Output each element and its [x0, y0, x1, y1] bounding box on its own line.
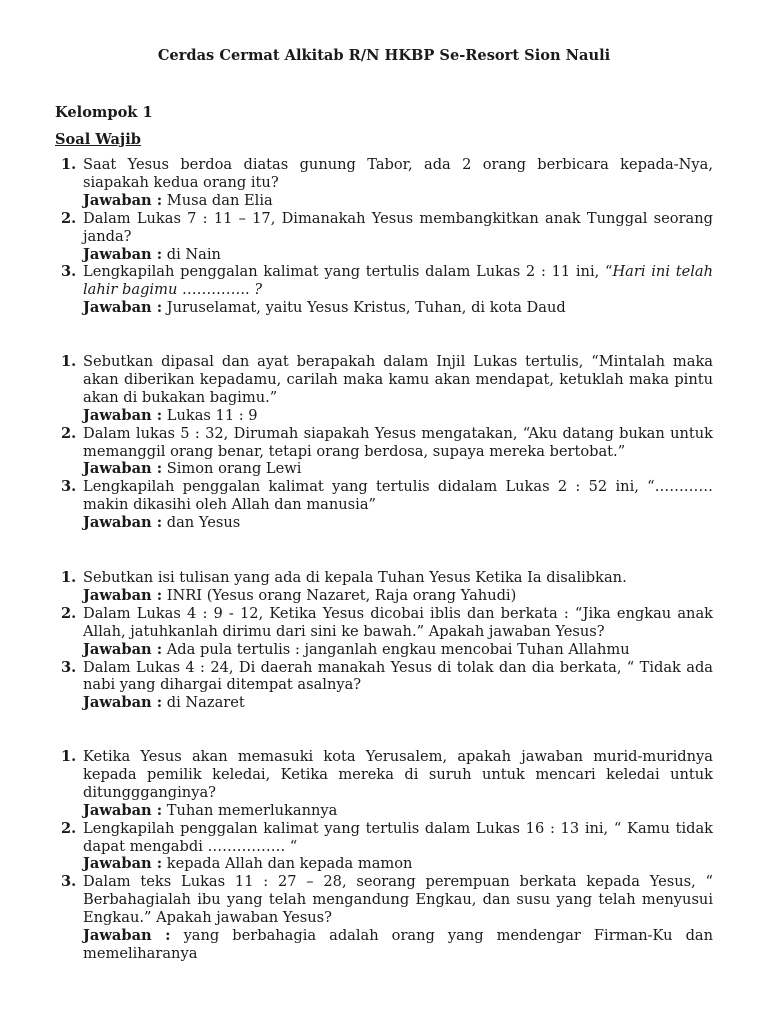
question-item [55, 263, 713, 317]
question-item [55, 425, 713, 479]
answer-label: Jawaban : [83, 299, 163, 317]
answer-label: Jawaban : [83, 191, 163, 209]
answer-label: Jawaban : [83, 927, 171, 945]
question-number: 3. [61, 873, 77, 891]
question-block-2 [55, 353, 713, 532]
answer-line [83, 192, 713, 210]
answer-line [83, 460, 713, 478]
answer-label: Jawaban : [83, 694, 163, 712]
question-number: 1. [61, 156, 77, 173]
question-item [55, 569, 713, 605]
answer-line [83, 802, 713, 820]
question-italic-text: Hari ini telah lahir bagimu ………….. [83, 263, 713, 299]
answer-text: Simon orang Lewi [166, 460, 302, 478]
answer-line [83, 299, 713, 317]
question-block-4 [55, 748, 713, 963]
answer-line [83, 641, 713, 659]
question-text: Dalam lukas 5 : 32, Dirumah siapakah Yesus mengatakan, “Aku datang bukan untuk memanggil orang benar, tetapi orang berdosa, supaya mereka bertobat.” [83, 424, 713, 460]
answer-label: Jawaban : [83, 586, 163, 604]
answer-label: Jawaban : [83, 801, 163, 819]
document-title: Cerdas Cermat Alkitab R/N HKBP Se-Resort Sion Nauli [157, 47, 611, 64]
question-number: 2. [61, 819, 77, 837]
answer-line [83, 587, 713, 605]
question-number: 3. [61, 478, 77, 496]
question-text: Ketika Yesus akan memasuki kota Yerusalem, apakah jawaban murid-muridnya kepada pemilik keledai, Ketika mereka di suruh untuk mencari keledai untuk ditunggganginya? [83, 748, 713, 801]
question-text: Dalam Lukas 4 : 24, Di daerah manakah Yesus di tolak dan dia berkata, “ Tidak ada nabi yang dihargai ditempat asalnya? [83, 658, 713, 694]
answer-label: Jawaban : [83, 514, 163, 532]
question-item [55, 353, 713, 425]
answer-text: Lukas 11 : 9 [166, 406, 258, 424]
question-number: 3. [61, 658, 77, 676]
question-text: Sebutkan isi tulisan yang ada di kepala Tuhan Yesus Ketika Ia disalibkan. [83, 569, 627, 586]
question-text: Dalam teks Lukas 11 : 27 – 28, seorang perempuan berkata kepada Yesus, “ Berbahagialah ibu yang telah mengandung Engkau, dan susu yang telah menyusui Engkau.” Apakah jawaban Yesus? [83, 873, 713, 927]
question-item [55, 748, 713, 820]
answer-text: INRI (Yesus orang Nazaret, Raja orang Yahudi) [166, 586, 517, 604]
answer-label: Jawaban : [83, 460, 163, 478]
answer-line [83, 246, 713, 264]
answer-line [83, 694, 713, 712]
question-number: 1. [61, 748, 77, 765]
answer-text: Ada pula tertulis : janganlah engkau mencobai Tuhan Allahmu [166, 640, 630, 658]
question-number: 2. [61, 424, 77, 442]
question-text: Dalam Lukas 4 : 9 - 12, Ketika Yesus dicobai iblis dan berkata : “Jika engkau anak Allah, jatuhkanlah dirimu dari sini ke bawah.” Apakah jawaban Yesus? [83, 604, 713, 640]
answer-label: Jawaban : [83, 406, 163, 424]
question-item [55, 820, 713, 874]
question-item [55, 156, 713, 210]
answer-label: Jawaban : [83, 245, 163, 263]
question-text: Lengkapilah penggalan kalimat yang tertulis dalam Lukas 2 : 11 ini, “Hari ini telah lahir bagimu ………….. ? [83, 263, 713, 299]
answer-text: yang berbahagia adalah orang yang mendengar Firman-Ku dan memeliharanya [83, 927, 714, 962]
question-text: Lengkapilah penggalan kalimat yang tertulis didalam Lukas 2 : 52 ini, “………… makin dikasihi oleh Allah dan manusia” [83, 478, 713, 514]
answer-line [83, 927, 713, 963]
question-item [55, 605, 713, 659]
answer-label: Jawaban : [83, 855, 163, 873]
answer-text: Musa dan Elia [166, 191, 273, 209]
question-number: 2. [61, 209, 77, 227]
question-text: Dalam Lukas 7 : 11 – 17, Dimanakah Yesus membangkitkan anak Tunggal seorang janda? [83, 209, 713, 245]
question-block-1 [55, 156, 713, 317]
answer-line [83, 407, 713, 425]
group-label: Kelompok 1 [55, 104, 153, 121]
answer-text: Tuhan memerlukannya [166, 801, 338, 819]
question-number: 1. [61, 569, 77, 586]
question-text: Saat Yesus berdoa diatas gunung Tabor, ada 2 orang berbicara kepada-Nya, siapakah kedua orang itu? [83, 156, 713, 191]
question-text: Lengkapilah penggalan kalimat yang tertulis dalam Lukas 16 : 13 ini, “ Kamu tidak dapat mengabdi ……………. “ [83, 819, 713, 855]
answer-text: di Nazaret [166, 694, 245, 712]
answer-text: dan Yesus [166, 514, 241, 532]
answer-line [83, 514, 713, 532]
question-item [55, 873, 713, 963]
question-number: 1. [61, 353, 77, 370]
question-number: 3. [61, 263, 77, 281]
question-text: Sebutkan dipasal dan ayat berapakah dalam Injil Lukas tertulis, “Mintalah maka akan diberikan kepadamu, carilah maka kamu akan mendapat, ketuklah maka pintu akan di bukakan bagimu.” [83, 353, 713, 406]
question-block-3 [55, 569, 713, 712]
section-label: Soal Wajib [55, 131, 141, 148]
answer-text: kepada Allah dan kepada mamon [166, 855, 413, 873]
answer-text: di Nain [166, 245, 221, 263]
answer-text: Juruselamat, yaitu Yesus Kristus, Tuhan, di kota Daud [166, 299, 566, 317]
answer-label: Jawaban : [83, 640, 163, 658]
question-item [55, 659, 713, 713]
question-item [55, 478, 713, 532]
answer-line [83, 855, 713, 873]
question-item [55, 210, 713, 264]
question-number: 2. [61, 604, 77, 622]
